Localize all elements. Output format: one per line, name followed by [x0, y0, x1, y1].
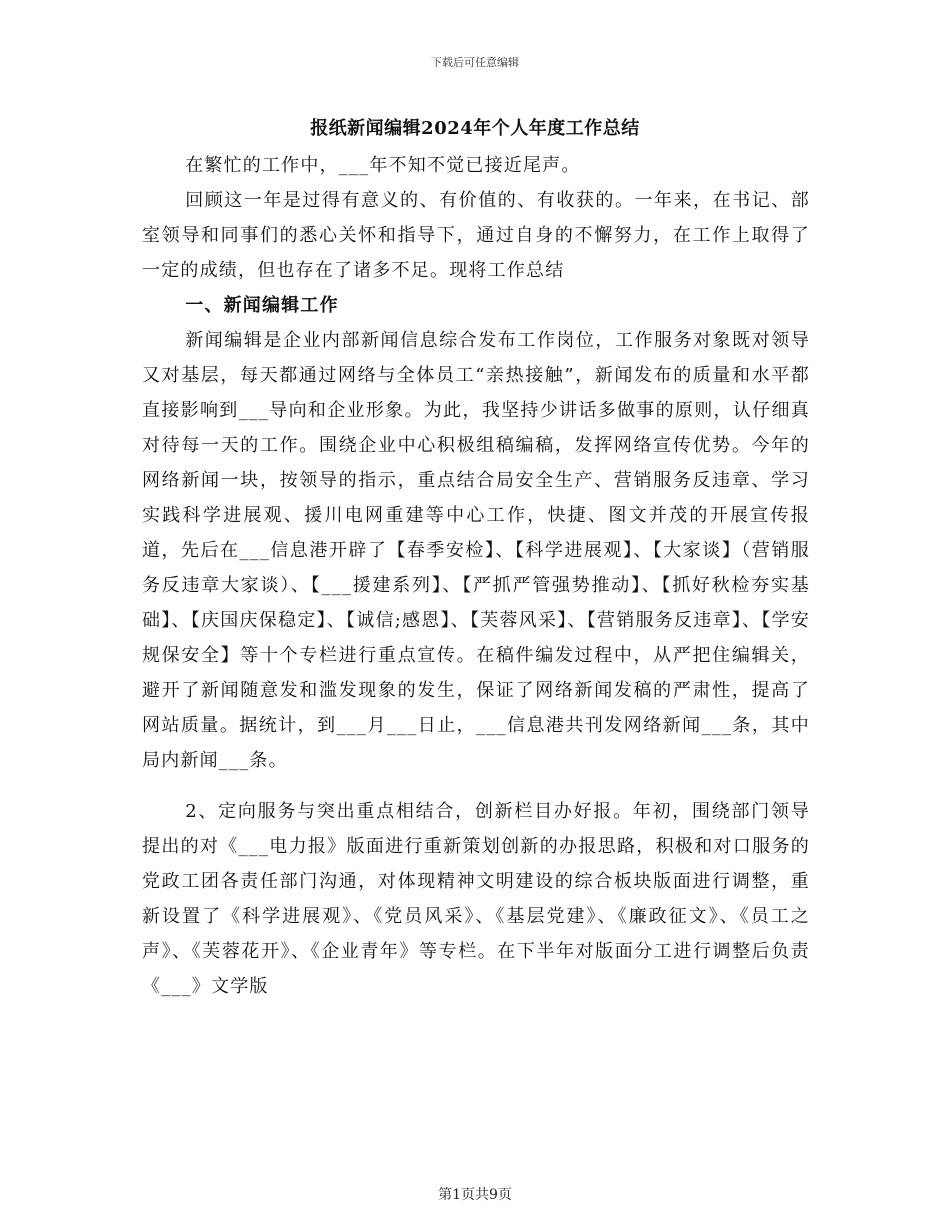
page-header-note: 下载后可任意编辑	[431, 56, 519, 69]
document-title: 报纸新闻编辑2024年个人年度工作总结	[310, 118, 640, 139]
section-heading-news-editing: 一、新闻编辑工作	[185, 295, 339, 316]
page-number-footer: 第1页共9页	[438, 1187, 512, 1203]
paragraph-news-editing: 新闻编辑是企业内部新闻信息综合发布工作岗位，工作服务对象既对领导又对基层，每天都通过网络与全体员工“亲热接触”，新闻发布的质量和水平都直接影响到___导向和企业形象。为此，我坚持少讲话多做事的原则，认仔细真对待每一天的工作。围绕企业中心积极组稿编稿，发挥网络宣传优势。今年的网络新闻一块，按领导的指示，重点结合局安全生产、营销服务反违章、学习实践科学进展观、援川电网重建等中心工作，快捷、图文并茂的开展宣传报道，先后在___信息港开辟了【春季安检】、【科学进展观】、【大家谈】（营销服务反违章大家谈）、【___援建系列】、【严抓严管强势推动】、【抓好秋检夯实基础】、【庆国庆保稳定】、【诚信;感恩】、【芙蓉风采】、【营销服务反违章】、【学安规保安全】等十个专栏进行重点宣传。在稿件编发过程中，从严把住编辑关，避开了新闻随意发和滥发现象的发生，保证了网络新闻发稿的严肃性，提高了网站质量。据统计，到___月___日止，___信息港共刊发网络新闻___条，其中局内新闻___条。	[142, 330, 810, 771]
paragraph-review: 回顾这一年是过得有意义的、有价值的、有收获的。一年来，在书记、部室领导和同事们的悉心关怀和指导下，通过自身的不懈努力，在工作上取得了一定的成绩，但也存在了诸多不足。现将工作总结	[142, 190, 810, 281]
document-body	[142, 148, 810, 1004]
paragraph-directed-service: 2、定向服务与突出重点相结合，创新栏目办好报。年初，围绕部门领导提出的对《___电力报》版面进行重新策划创新的办报思路，积极和对口服务的党政工团各责任部门沟通，对体现精神文明建设的综合板块版面进行调整，重新设置了《科学进展观》、《党员风采》、《基层党建》、《廉政征文》、《员工之声》、《芙蓉花开》、《企业青年》等专栏。在下半年对版面分工进行调整后负责《___》文学版	[142, 801, 810, 997]
paragraph-intro: 在繁忙的工作中，___年不知不觉已接近尾声。	[185, 155, 581, 176]
